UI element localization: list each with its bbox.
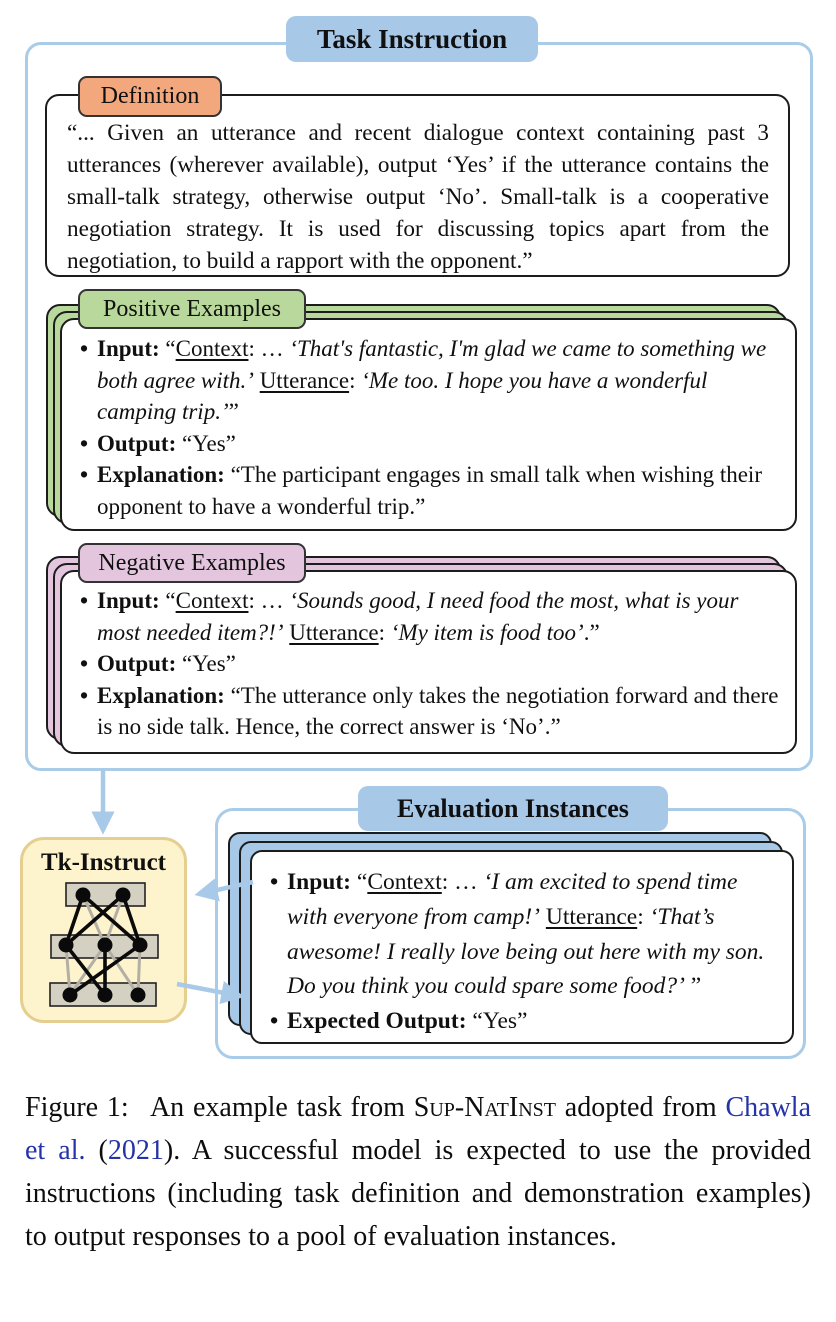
text-run: (: [85, 1135, 108, 1167]
text-run: “Yes”: [182, 430, 236, 456]
text-run: Explanation:: [97, 462, 231, 487]
text-run: : …: [441, 869, 484, 895]
text-run: Input:: [97, 588, 166, 613]
model-label: Tk-Instruct: [40, 849, 166, 876]
text-run: ‘That's fantastic, I'm glad we came to something we both agree with.’: [97, 336, 767, 393]
text-run: ‘I am excited to spend time with everyone from camp!’: [287, 869, 738, 930]
negative-input-bullet: [80, 585, 779, 648]
task-instruction-title: Task Instruction: [316, 23, 508, 54]
positive-output-bullet: [80, 428, 779, 460]
text-run: “The participant engages in small talk when wishing their opponent to have a wonderful trip.”: [97, 462, 762, 519]
text-run: Sup-NatInst: [413, 1092, 556, 1123]
text-run: Explanation:: [97, 682, 231, 708]
evaluation-output-bullet: [270, 1004, 776, 1039]
negative-examples-label: Negative Examples: [78, 543, 306, 583]
negative-explanation-text: [97, 680, 779, 743]
text-run: ). A successful model is expected to use the provided instructions (including task definition and demonstration examples) to output responses to a pool of evaluation instances.: [25, 1135, 811, 1253]
text-run: “Yes”: [182, 651, 236, 676]
negative-output-bullet: [80, 648, 779, 680]
neural-network-icon: [45, 880, 163, 1010]
evaluation-input-bullet: [270, 865, 776, 1004]
text-run: adopted from: [556, 1092, 726, 1123]
definition-text: “... Given an utterance and recent dialogue context containing past 3 utterances (wherever available), output ‘Yes’ if the utterance contains the small-talk strategy, otherwise output ‘No’. Small-talk is a cooperative negotiation strategy. It is used for discussing topics apart from the negotiation, to build a rapport with the opponent.”: [67, 120, 769, 275]
text-run: “Yes”: [472, 1008, 528, 1035]
text-run: Output:: [97, 651, 182, 676]
text-run: .”: [583, 619, 600, 645]
text-run: Expected Output:: [287, 1008, 473, 1035]
text-run: “The utterance only takes the negotiation forward and there is no side talk. Hence, the correct answer is ‘No’.”: [97, 682, 779, 739]
text-run: ”: [228, 399, 239, 424]
definition-box: [45, 94, 790, 277]
task-instruction-header: [286, 16, 538, 62]
positive-explanation-bullet: [80, 459, 779, 522]
text-run: Context: [367, 869, 442, 895]
negative-input-text: [97, 585, 779, 648]
negative-card: [60, 570, 797, 754]
text-run: Input:: [97, 336, 166, 361]
text-run: :: [378, 619, 391, 645]
text-run: “: [356, 869, 368, 895]
text-run: Context: [175, 336, 249, 361]
text-run: Utterance: [545, 903, 638, 930]
citation-link[interactable]: Chawla et al.: [25, 1092, 812, 1167]
negative-output-text: [97, 648, 779, 680]
text-run: Output:: [97, 430, 182, 456]
text-run: Input:: [287, 869, 357, 895]
text-run: “: [165, 588, 176, 613]
positive-explanation-text: [97, 459, 779, 522]
definition-label: Definition: [78, 76, 222, 117]
evaluation-card: [250, 850, 794, 1044]
text-run: Context: [175, 588, 249, 613]
positive-input-text: [97, 333, 779, 428]
text-run: ”: [684, 973, 702, 1000]
text-run: ‘Me too. I hope you have a wonderful camping trip.’: [97, 367, 708, 424]
positive-card: [60, 318, 797, 531]
citation-link[interactable]: 2021: [107, 1135, 164, 1167]
text-run: :: [637, 903, 650, 930]
evaluation-title: Evaluation Instances: [397, 793, 629, 823]
positive-output-text: [97, 428, 779, 460]
evaluation-input-text: [287, 865, 776, 1004]
text-run: ‘That’s awesome! I really love being out here with my son. Do you think you could spare some food?’: [287, 903, 765, 1000]
text-run: Utterance: [259, 367, 350, 393]
text-run: ‘My item is food too’: [390, 619, 584, 645]
negative-explanation-bullet: [80, 680, 779, 743]
text-run: :: [349, 367, 362, 393]
figure-caption: [25, 1086, 811, 1258]
text-run: : …: [248, 588, 290, 613]
positive-input-bullet: [80, 333, 779, 428]
text-run: Utterance: [289, 619, 379, 645]
evaluation-header: [358, 786, 668, 831]
model-box: [20, 837, 187, 1023]
text-run: “: [165, 336, 176, 361]
text-run: : …: [248, 336, 290, 361]
text-run: ‘Sounds good, I need food the most, what is your most needed item?!’: [97, 588, 739, 645]
evaluation-output-text: [287, 1004, 776, 1039]
positive-examples-label: Positive Examples: [78, 289, 306, 329]
text-run: Figure 1: An example task from: [25, 1092, 414, 1123]
